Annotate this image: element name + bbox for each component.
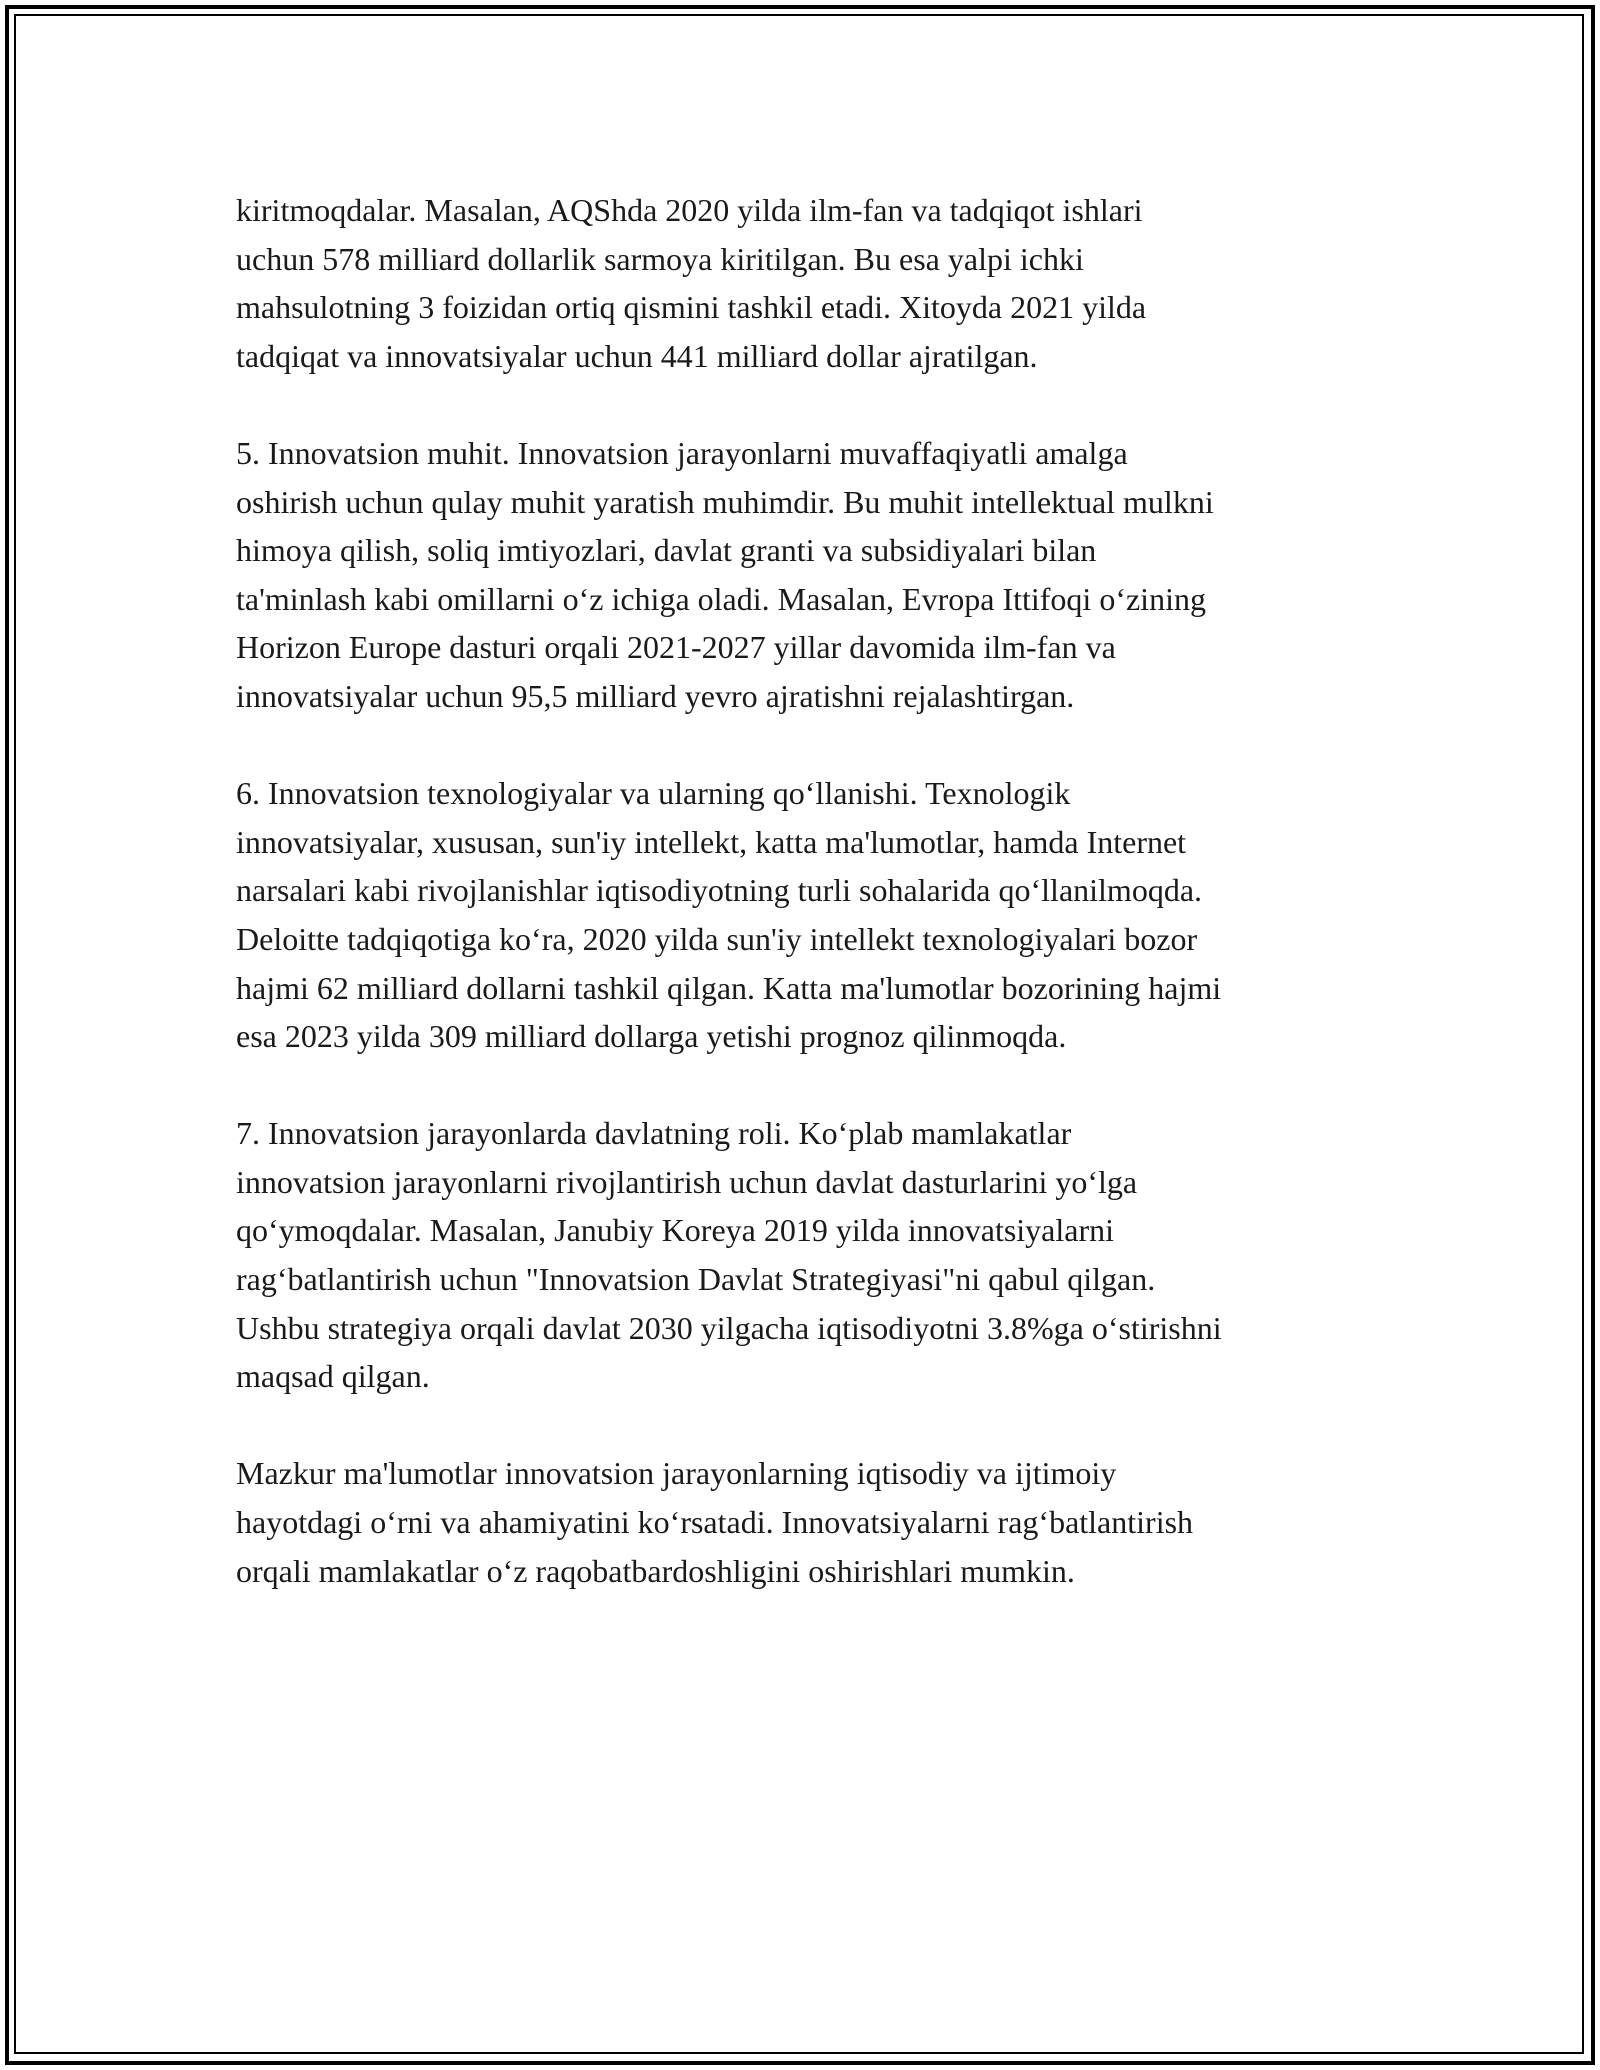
text-line: esa 2023 yilda 309 milliard dollarga yetishi prognoz qilinmoqda. [236, 1018, 1067, 1055]
text-line: qo‘ymoqdalar. Masalan, Janubiy Koreya 2019 yilda innovatsiyalarni [236, 1212, 1115, 1249]
text-line: hajmi 62 milliard dollarni tashkil qilgan. Katta ma'lumotlar bozorining hajmi [236, 969, 1222, 1006]
paragraph-5-innovation-environment [236, 429, 1376, 721]
text-line: uchun 578 milliard dollarlik sarmoya kiritilgan. Bu esa yalpi ichki [236, 240, 1084, 277]
text-line: maqsad qilgan. [236, 1358, 430, 1395]
text-line: oshirish uchun qulay muhit yaratish muhimdir. Bu muhit intellektual mulkni [236, 483, 1214, 520]
text-line: tadqiqat va innovatsiyalar uchun 441 milliard dollar ajratilgan. [236, 337, 1038, 374]
text-line: 6. Innovatsion texnologiyalar va ularning qo‘llanishi. Texnologik [236, 775, 1071, 812]
paragraph-conclusion [236, 1449, 1376, 1595]
paragraph-6-innovation-technologies [236, 769, 1376, 1061]
paragraph-7-state-role [236, 1109, 1376, 1401]
text-line: himoya qilish, soliq imtiyozlari, davlat granti va subsidiyalari bilan [236, 532, 1097, 569]
paragraph-intro-continuation [236, 186, 1376, 380]
text-line: innovatsiyalar uchun 95,5 milliard yevro ajratishni rejalashtirgan. [236, 677, 1075, 714]
text-line: narsalari kabi rivojlanishlar iqtisodiyotning turli sohalarida qo‘llanilmoqda. [236, 872, 1203, 909]
text-line: 5. Innovatsion muhit. Innovatsion jarayonlarni muvaffaqiyatli amalga [236, 434, 1128, 471]
text-line: 7. Innovatsion jarayonlarda davlatning roli. Ko‘plab mamlakatlar [236, 1115, 1072, 1152]
text-line: Deloitte tadqiqotiga ko‘ra, 2020 yilda sun'iy intellekt texnologiyalari bozor [236, 920, 1198, 957]
text-line: Mazkur ma'lumotlar innovatsion jarayonlarning iqtisodiy va ijtimoiy [236, 1455, 1117, 1492]
text-line: kiritmoqdalar. Masalan, AQShda 2020 yilda ilm-fan va tadqiqot ishlari [236, 192, 1143, 228]
text-line: hayotdagi o‘rni va ahamiyatini ko‘rsatadi. Innovatsiyalarni rag‘batlantirish [236, 1504, 1194, 1541]
document-body [236, 186, 1376, 1644]
text-line: Horizon Europe dasturi orqali 2021-2027 yillar davomida ilm-fan va [236, 629, 1116, 666]
text-line: Ushbu strategiya orqali davlat 2030 yilgacha iqtisodiyotni 3.8%ga o‘stirishni [236, 1309, 1222, 1346]
text-line: orqali mamlakatlar o‘z raqobatbardoshligini oshirishlari mumkin. [236, 1552, 1075, 1589]
text-line: rag‘batlantirish uchun "Innovatsion Davlat Strategiyasi"ni qabul qilgan. [236, 1261, 1156, 1298]
text-line: mahsulotning 3 foizidan ortiq qismini tashkil etadi. Xitoyda 2021 yilda [236, 289, 1147, 326]
text-line: innovatsiyalar, xususan, sun'iy intellekt, katta ma'lumotlar, hamda Internet [236, 823, 1187, 860]
text-line: innovatsion jarayonlarni rivojlantirish uchun davlat dasturlarini yo‘lga [236, 1163, 1138, 1200]
text-line: ta'minlash kabi omillarni o‘z ichiga oladi. Masalan, Evropa Ittifoqi o‘zining [236, 580, 1206, 617]
